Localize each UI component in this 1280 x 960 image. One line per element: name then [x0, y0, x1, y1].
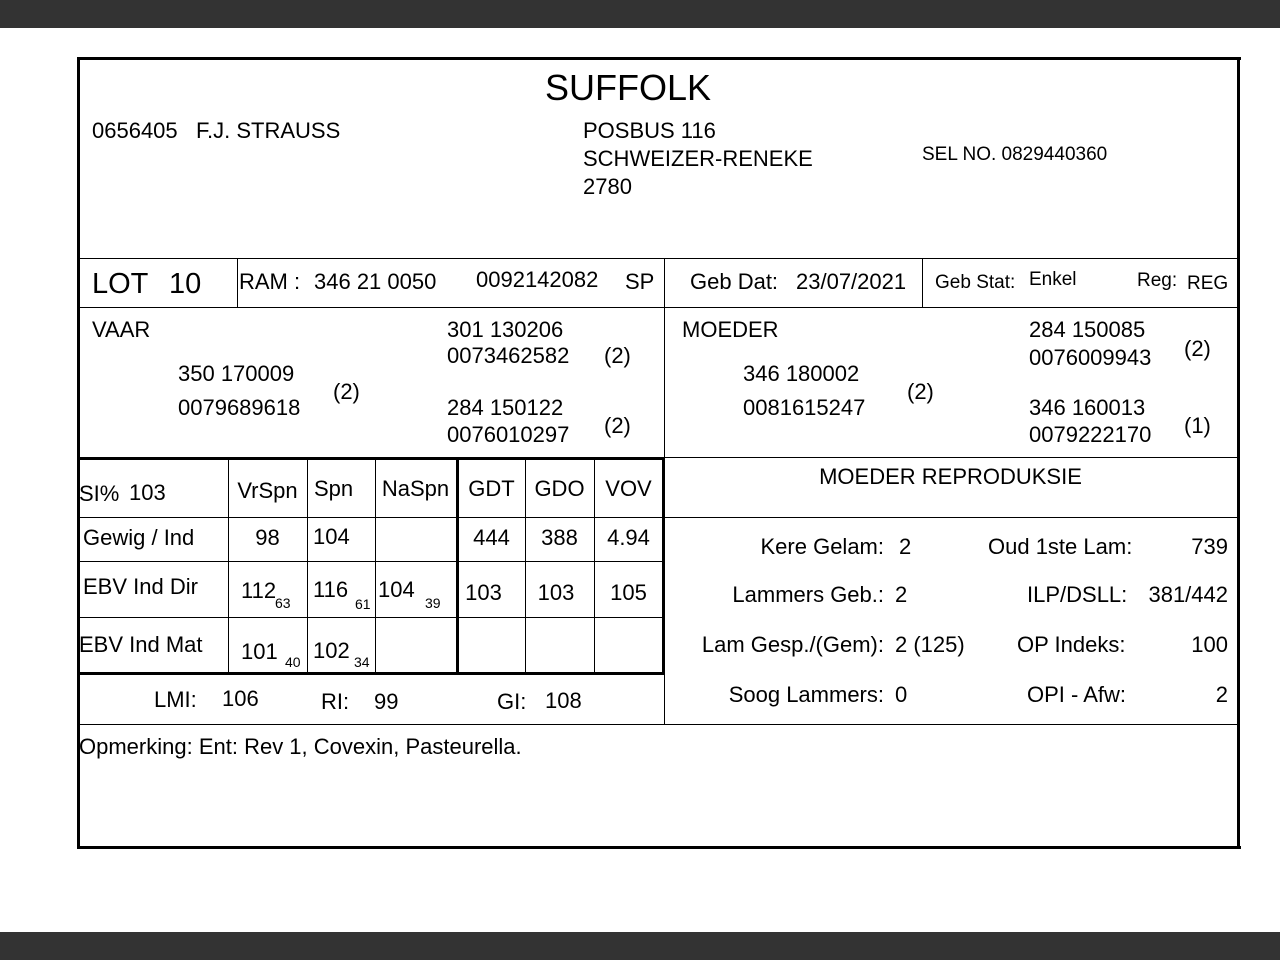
cell-vrspn: 98: [255, 525, 280, 550]
dam-sire-id: 284 150085: [1029, 317, 1146, 342]
repro-right-value: 739: [1191, 534, 1228, 559]
cell-spn: 104: [313, 524, 350, 549]
repro-right-label: OPI - Afw:: [1027, 682, 1127, 707]
gi-label: GI:: [497, 689, 527, 714]
repro-left-value: 2: [899, 534, 912, 559]
repro-right-value: 100: [1191, 632, 1228, 657]
reg-label: Reg:: [1137, 270, 1178, 291]
dam-code: 0081615247: [743, 395, 866, 420]
sire-sire-id: 301 130206: [447, 317, 564, 342]
sire-sire-count: (2): [604, 343, 631, 368]
ram-label: RAM :: [239, 269, 301, 294]
repro-left-label: Soog Lammers:: [728, 682, 884, 707]
sel-no: SEL NO. 0829440360: [922, 144, 1108, 165]
sire-code: 0079689618: [178, 395, 301, 420]
cell-vov: 105: [610, 580, 647, 605]
lot-number: 10: [169, 268, 202, 300]
birth-status-label: Geb Stat:: [935, 272, 1016, 293]
sire-label: VAAR: [92, 317, 151, 342]
repro-left-value: 2: [895, 582, 908, 607]
cell-vrspn: 112: [241, 578, 277, 603]
cell-gdt: 444: [473, 525, 510, 550]
dam-dam-count: (1): [1184, 413, 1211, 438]
birth-date: 23/07/2021: [796, 269, 907, 294]
cell-spn: 116: [313, 577, 349, 602]
row-label: EBV Ind Dir: [83, 574, 198, 599]
breeder-name: F.J. STRAUSS: [196, 118, 341, 143]
breed-title: SUFFOLK: [544, 67, 712, 108]
dam-label: MOEDER: [682, 317, 779, 342]
bottom-bar: [0, 932, 1280, 960]
address-line3: 2780: [583, 174, 632, 199]
col-header-gdt: GDT: [468, 476, 515, 501]
si-label: SI%: [79, 481, 120, 506]
dam-dam-code: 0079222170: [1029, 422, 1152, 447]
breeder-id: 0656405: [92, 118, 178, 143]
address-line1: POSBUS 116: [583, 118, 716, 143]
sire-dam-id: 284 150122: [447, 395, 564, 420]
cell-gdo: 388: [541, 525, 578, 550]
lot-label: LOT: [92, 268, 149, 300]
cell-vov: 4.94: [607, 525, 650, 550]
dam-sire-code: 0076009943: [1029, 345, 1152, 370]
sire-count: (2): [333, 379, 360, 404]
lmi-value: 106: [222, 686, 259, 711]
si-value: 103: [129, 480, 166, 505]
repro-left-value: 0: [895, 682, 908, 707]
cell-vrspn-accuracy: 40: [285, 654, 301, 670]
sire-dam-code: 0076010297: [447, 422, 570, 447]
gi-value: 108: [545, 688, 582, 713]
repro-right-label: Oud 1ste Lam:: [988, 534, 1133, 559]
row-label: Gewig / Ind: [83, 525, 195, 550]
birth-status: Enkel: [1029, 269, 1077, 290]
col-header-vrspn: VrSpn: [237, 478, 298, 503]
ram-code: 0092142082: [476, 267, 599, 292]
birth-date-label: Geb Dat:: [690, 269, 779, 294]
remarks: Opmerking: Ent: Rev 1, Covexin, Pasteurella.: [79, 734, 522, 759]
cell-gdt: 103: [465, 580, 502, 605]
dam-count: (2): [907, 379, 934, 404]
lmi-label: LMI:: [154, 687, 197, 712]
sire-id: 350 170009: [178, 361, 295, 386]
sire-dam-count: (2): [604, 413, 631, 438]
cell-naspn-accuracy: 39: [425, 595, 441, 611]
reg-value: REG: [1187, 273, 1229, 294]
col-header-naspn: NaSpn: [381, 476, 450, 501]
repro-right-label: ILP/DSLL:: [1027, 582, 1128, 607]
dam-dam-id: 346 160013: [1029, 395, 1146, 420]
ram-id: 346 21 0050: [314, 269, 437, 294]
cell-vrspn-accuracy: 63: [275, 595, 291, 611]
cell-gdo: 103: [537, 580, 575, 605]
ri-value: 99: [374, 689, 399, 714]
cell-spn-accuracy: 61: [355, 596, 371, 612]
row-label: EBV Ind Mat: [79, 632, 203, 657]
cell-naspn: 104: [378, 577, 415, 602]
cell-spn-accuracy: 34: [354, 654, 370, 670]
repro-right-value: 381/442: [1148, 582, 1228, 607]
dam-sire-count: (2): [1184, 336, 1211, 361]
cell-vrspn: 101: [241, 639, 278, 664]
repro-left-label: Lam Gesp./(Gem):: [701, 632, 884, 657]
repro-right-value: 2: [1215, 682, 1228, 707]
cell-spn: 102: [313, 638, 350, 663]
repro-left-value: 2 (125): [895, 632, 965, 657]
repro-right-label: OP Indeks:: [1017, 632, 1126, 657]
sire-sire-code: 0073462582: [447, 343, 570, 368]
col-header-vov: VOV: [605, 476, 652, 501]
address-line2: SCHWEIZER-RENEKE: [583, 146, 813, 171]
top-bar: [0, 0, 1280, 28]
dam-id: 346 180002: [743, 361, 860, 386]
repro-left-label: Kere Gelam:: [760, 534, 884, 559]
ri-label: RI:: [321, 689, 350, 714]
col-header-gdo: GDO: [534, 476, 585, 501]
reproduction-title: MOEDER REPRODUKSIE: [819, 464, 1082, 489]
ram-suffix: SP: [625, 269, 655, 294]
repro-left-label: Lammers Geb.:: [732, 582, 884, 607]
col-header-spn: Spn: [314, 476, 354, 501]
